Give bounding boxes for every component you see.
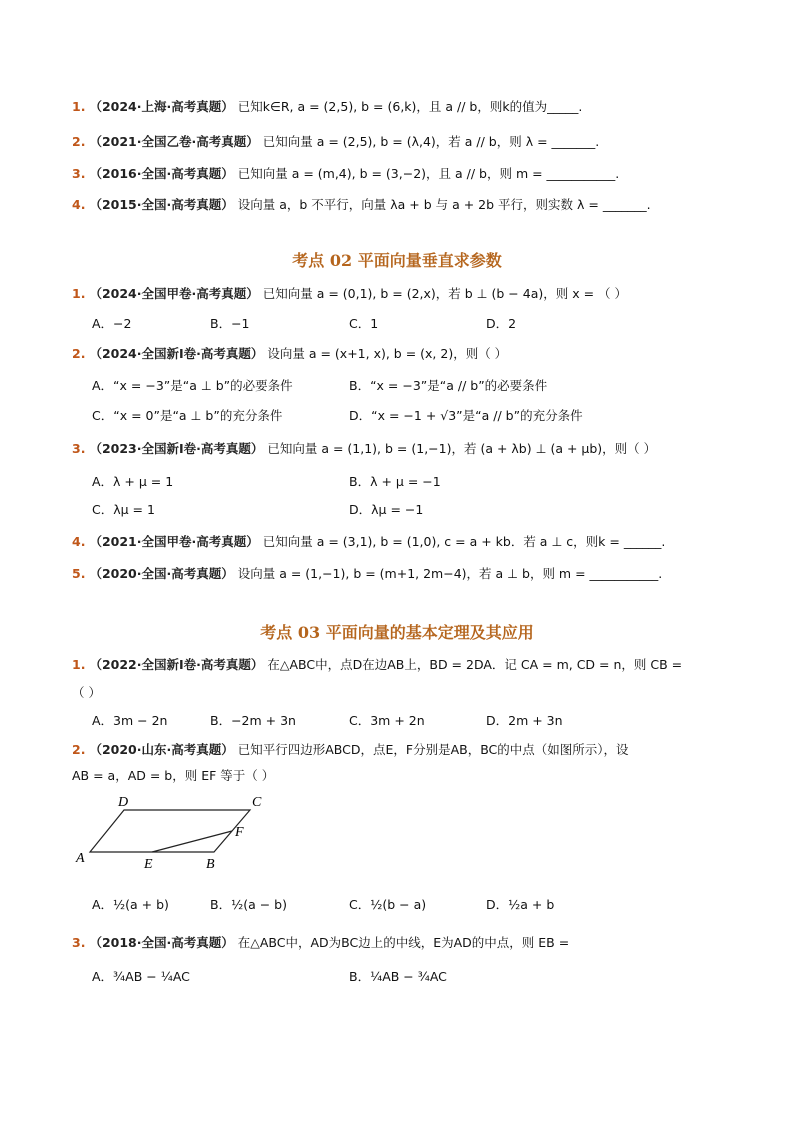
section-heading: 考点 02 平面向量垂直求参数 — [292, 251, 502, 270]
question-source: （2021·全国甲卷·高考真题） — [89, 534, 259, 549]
option-a[interactable]: A．¾AB − ¼AC — [92, 969, 190, 984]
segment-ef — [152, 831, 232, 852]
option-d[interactable]: D．½a + b — [486, 897, 555, 912]
question-source: （2015·全国·高考真题） — [89, 197, 234, 212]
question-1-1 — [72, 98, 732, 116]
option-d[interactable]: D．2 — [486, 316, 517, 331]
option-a[interactable]: A．λ + μ = 1 — [92, 474, 174, 489]
option-d[interactable]: D．λμ = −1 — [349, 502, 424, 517]
option-b[interactable]: B．−2m + 3n — [210, 713, 296, 728]
question-number: 2. — [72, 346, 86, 361]
question-text: 设向量 a = (1,−1), b = (m+1, 2m−4)，若 a ⊥ b，则 m = ___________. — [237, 566, 663, 581]
question-source: （2020·山东·高考真题） — [89, 742, 234, 757]
option-c[interactable]: C．λμ = 1 — [92, 502, 155, 517]
question-2-5 — [72, 565, 732, 583]
option-b[interactable]: B．λ + μ = −1 — [349, 474, 441, 489]
question-number: 4. — [72, 534, 86, 549]
question-text: 设向量 a = (x+1, x), b = (x, 2)，则（ ） — [267, 346, 508, 361]
option-b[interactable]: B．−1 — [210, 316, 250, 331]
question-number: 2. — [72, 742, 86, 757]
question-continuation: （ ） — [72, 685, 101, 700]
label-a: A — [76, 851, 85, 866]
option-c[interactable]: C．½(b − a) — [349, 897, 427, 912]
option-c[interactable]: C．1 — [349, 316, 379, 331]
option-c[interactable]: C．3m + 2n — [349, 713, 425, 728]
option-b[interactable]: B．“x = −3”是“a // b”的必要条件 — [349, 378, 548, 393]
question-3-3 — [72, 934, 732, 952]
question-number: 1. — [72, 657, 86, 672]
question-text: 在△ABC中，AD为BC边上的中线，E为AD的中点，则 EB = — [237, 935, 570, 950]
option-b[interactable]: B．½(a − b) — [210, 897, 287, 912]
question-text: 已知向量 a = (m,4), b = (3,−2)，且 a // b，则 m = ___________. — [237, 166, 620, 181]
question-3-1 — [72, 656, 732, 674]
question-number: 1. — [72, 99, 86, 114]
question-source: （2021·全国乙卷·高考真题） — [89, 134, 259, 149]
question-text: 已知向量 a = (3,1), b = (1,0), c = a + kb．若 a ⊥ c，则k = ______. — [262, 534, 666, 549]
question-source: （2020·全国·高考真题） — [89, 566, 234, 581]
option-d[interactable]: D．2m + 3n — [486, 713, 563, 728]
question-continuation: AB = a，AD = b，则 EF 等于（ ） — [72, 768, 275, 783]
question-number: 2. — [72, 134, 86, 149]
question-source: （2023·全国新Ⅰ卷·高考真题） — [89, 441, 264, 456]
question-text: 已知k∈R, a = (2,5), b = (6,k)，且 a // b，则k的值为_____. — [237, 99, 583, 114]
parallelogram-diagram — [72, 792, 272, 874]
question-source: （2018·全国·高考真题） — [89, 935, 234, 950]
question-text: 设向量 a，b 不平行，向量 λa + b 与 a + 2b 平行，则实数 λ = _______. — [237, 197, 651, 212]
label-c: C — [252, 795, 262, 810]
question-1-3 — [72, 165, 732, 183]
question-source: （2022·全国新Ⅰ卷·高考真题） — [89, 657, 264, 672]
question-2-3 — [72, 440, 732, 458]
question-source: （2024·全国甲卷·高考真题） — [89, 286, 259, 301]
option-a[interactable]: A．−2 — [92, 316, 132, 331]
section-heading: 考点 03 平面向量的基本定理及其应用 — [260, 623, 534, 642]
label-e: E — [144, 857, 153, 872]
question-number: 3. — [72, 935, 86, 950]
question-text: 已知向量 a = (1,1), b = (1,−1)，若 (a + λb) ⊥ (a + μb)，则（ ） — [267, 441, 657, 456]
question-text: 已知向量 a = (2,5), b = (λ,4)，若 a // b，则 λ = _______. — [262, 134, 600, 149]
question-number: 3. — [72, 166, 86, 181]
option-a[interactable]: A．½(a + b) — [92, 897, 169, 912]
question-2-2 — [72, 345, 732, 363]
question-source: （2024·全国新Ⅰ卷·高考真题） — [89, 346, 264, 361]
question-number: 4. — [72, 197, 86, 212]
parallelogram-shape — [90, 810, 250, 852]
question-2-1 — [72, 285, 732, 303]
question-number: 1. — [72, 286, 86, 301]
question-text: 在△ABC中，点D在边AB上，BD = 2DA．记 CA = m, CD = n，则 CB = — [267, 657, 683, 672]
question-1-4 — [72, 196, 732, 214]
label-f: F — [235, 825, 244, 840]
question-1-2 — [72, 133, 732, 151]
question-number: 5. — [72, 566, 86, 581]
question-text: 已知向量 a = (0,1), b = (2,x)，若 b ⊥ (b − 4a)，则 x = （ ） — [262, 286, 628, 301]
option-d[interactable]: D．“x = −1 + √3”是“a // b”的充分条件 — [349, 408, 583, 423]
option-c[interactable]: C．“x = 0”是“a ⊥ b”的充分条件 — [92, 408, 283, 423]
label-b: B — [206, 857, 215, 872]
question-number: 3. — [72, 441, 86, 456]
question-source: （2024·上海·高考真题） — [89, 99, 234, 114]
option-a[interactable]: A．“x = −3”是“a ⊥ b”的必要条件 — [92, 378, 293, 393]
question-source: （2016·全国·高考真题） — [89, 166, 234, 181]
label-d: D — [118, 795, 129, 810]
question-text: 已知平行四边形ABCD，点E，F分别是AB，BC的中点（如图所示），设 — [237, 742, 629, 757]
question-3-2 — [72, 741, 732, 759]
option-b[interactable]: B．¼AB − ¾AC — [349, 969, 447, 984]
question-2-4 — [72, 533, 732, 551]
option-a[interactable]: A．3m − 2n — [92, 713, 168, 728]
